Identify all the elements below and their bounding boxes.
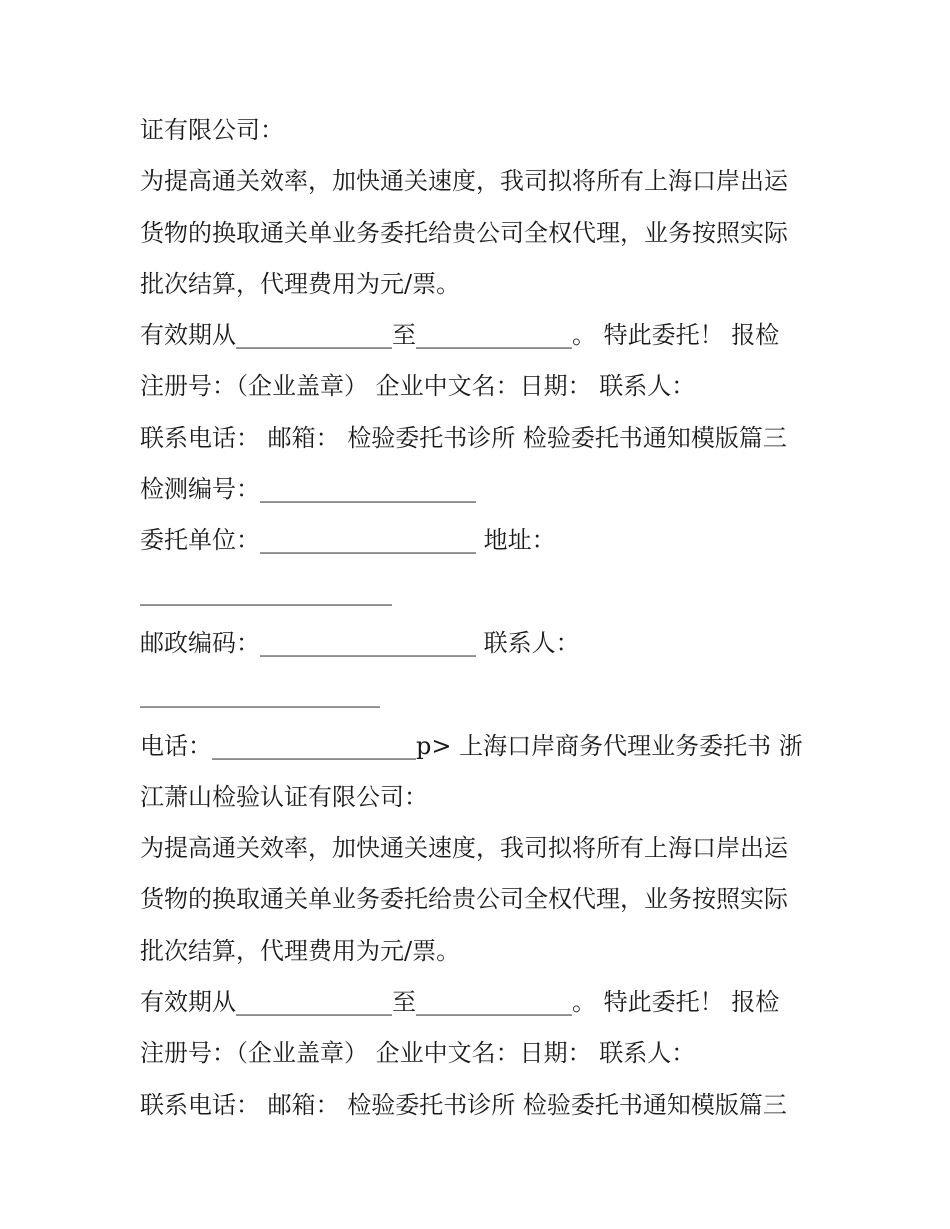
text-line: ____________________ [140, 680, 380, 709]
text-line: 电话：_________________p> 上海口岸商务代理业务委托书 浙 [140, 731, 803, 760]
text-line: 江萧山检验认证有限公司： [140, 782, 428, 811]
text-line: 批次结算，代理费用为元/票。 [140, 936, 461, 965]
text-line: 联系电话： 邮箱： 检验委托书诊所 检验委托书通知模版篇三 [140, 1090, 787, 1119]
text-line: _____________________ [140, 577, 392, 606]
text-line: 联系电话： 邮箱： 检验委托书诊所 检验委托书通知模版篇三 [140, 423, 787, 452]
text-line: 注册号：（企业盖章） 企业中文名：日期： 联系人： [140, 372, 696, 401]
text-line: 邮政编码：__________________ 联系人： [140, 628, 580, 657]
text-line: 证有限公司： [140, 116, 284, 144]
text-line: 为提高通关效率，加快通关速度，我司拟将所有上海口岸出运 [140, 167, 788, 196]
document-page [140, 105, 830, 1131]
text-line: 有效期从_____________至_____________。 特此委托！ 报检 [140, 321, 780, 350]
text-line: 有效期从_____________至_____________。 特此委托！ 报检 [140, 988, 780, 1017]
text-line: 检测编号：__________________ [140, 475, 476, 504]
text-line: 批次结算，代理费用为元/票。 [140, 269, 461, 298]
text-line: 注册号：（企业盖章） 企业中文名：日期： 联系人： [140, 1039, 696, 1068]
text-line: 货物的换取通关单业务委托给贵公司全权代理，业务按照实际 [140, 885, 788, 914]
text-line: 委托单位：__________________ 地址： [140, 526, 556, 555]
text-line: 为提高通关效率，加快通关速度，我司拟将所有上海口岸出运 [140, 834, 788, 863]
text-line: 货物的换取通关单业务委托给贵公司全权代理，业务按照实际 [140, 218, 788, 247]
